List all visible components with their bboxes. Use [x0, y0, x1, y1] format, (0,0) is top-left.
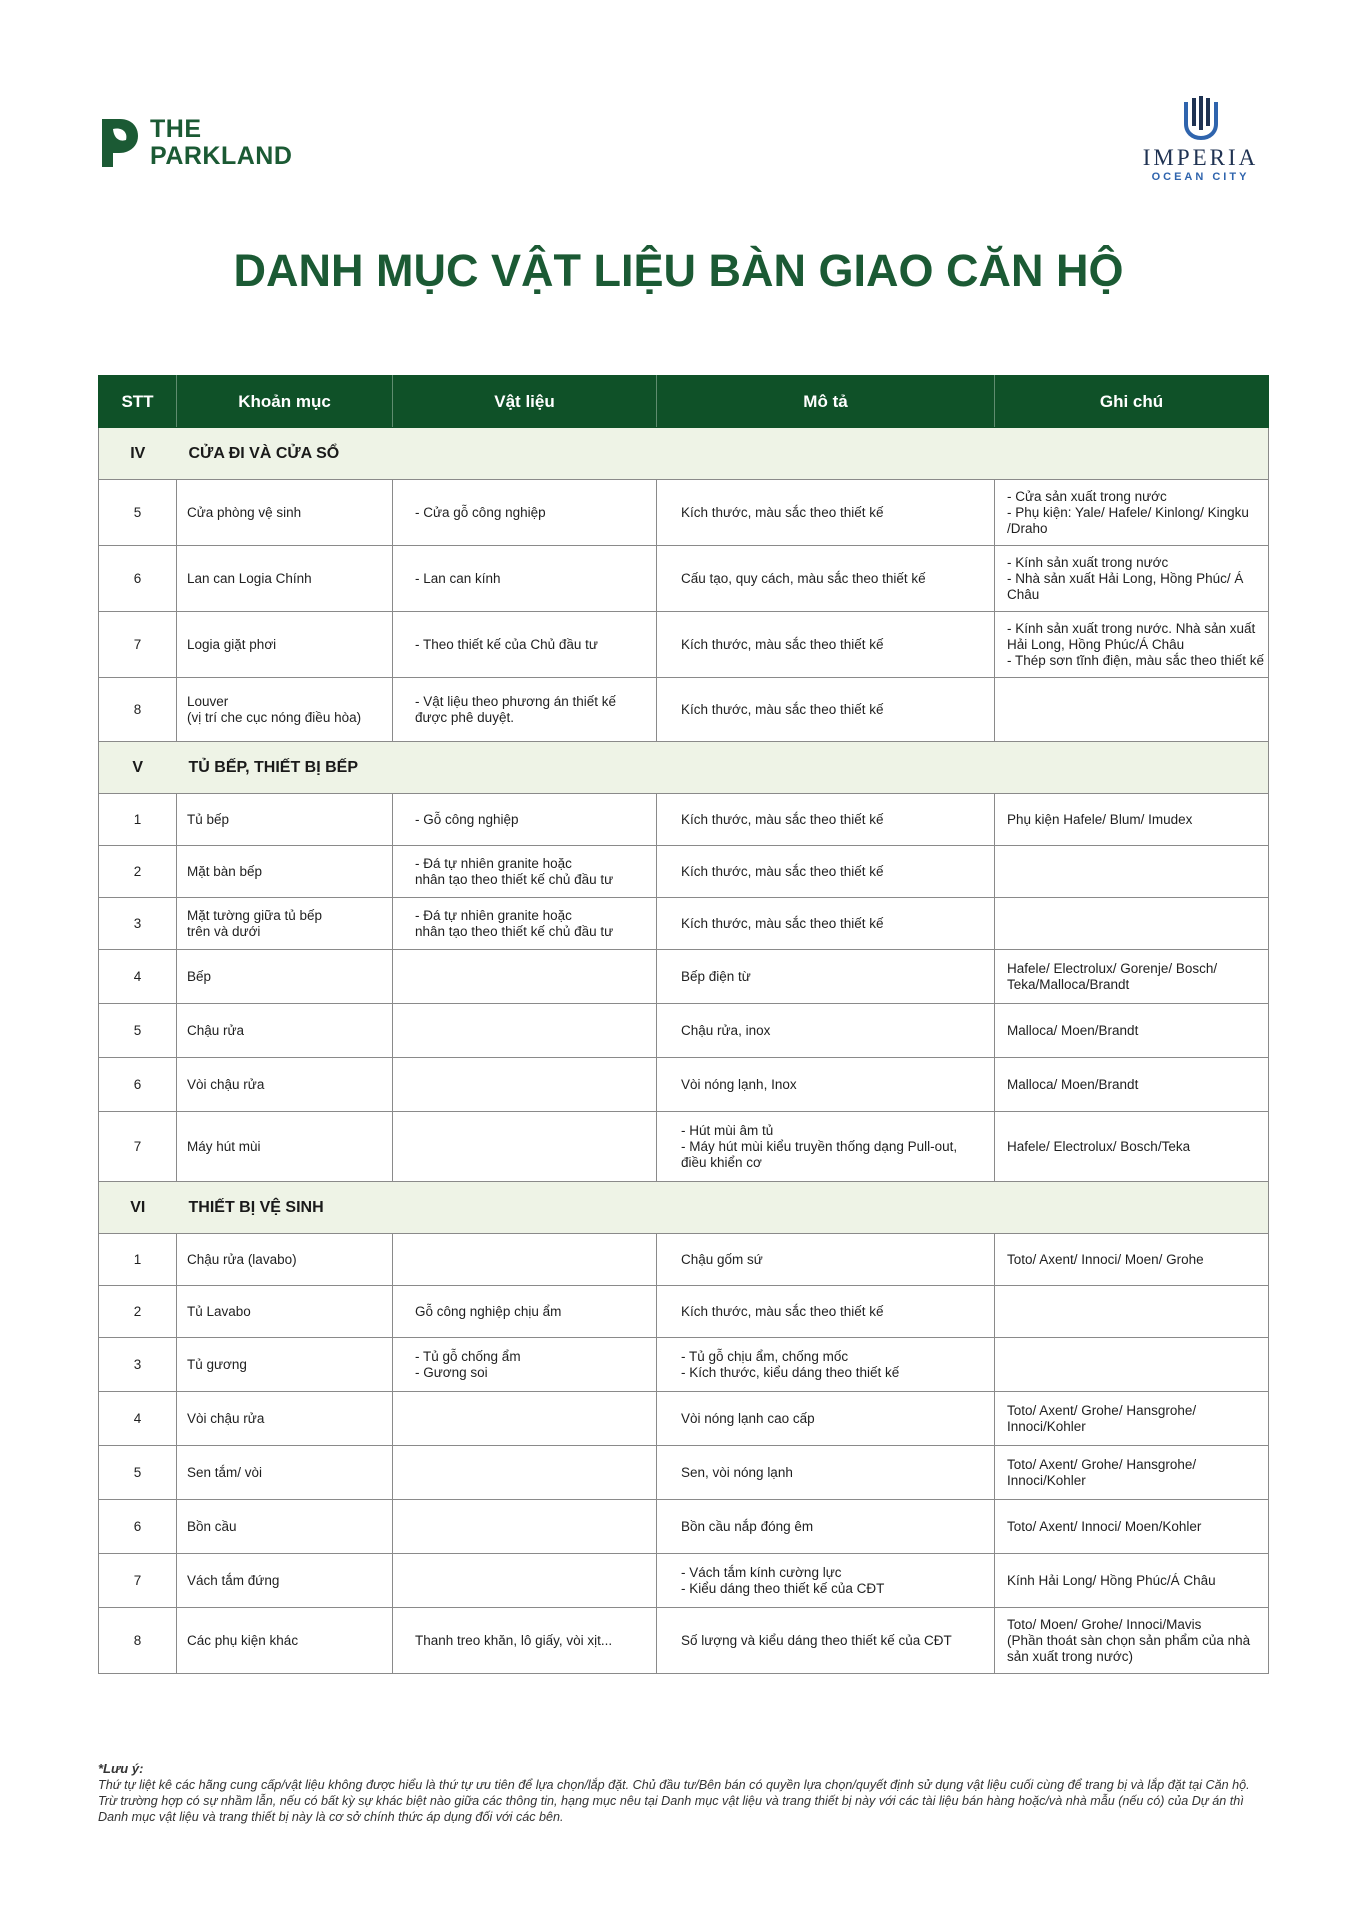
section-title: CỬA ĐI VÀ CỬA SỔ: [177, 428, 1269, 480]
section-number: IV: [99, 428, 177, 480]
imperia-emblem-icon: [1182, 96, 1220, 140]
table-row: [99, 1286, 1269, 1338]
note-cell: Hafele/ Electrolux/ Gorenje/ Bosch/ Teka/Malloca/Brandt: [995, 950, 1269, 1004]
description-cell: Kích thước, màu sắc theo thiết kế: [657, 612, 995, 678]
table-row: [99, 1608, 1269, 1674]
item-cell: Mặt tường giữa tủ bếp trên và dưới: [177, 898, 393, 950]
note-cell: Toto/ Moen/ Grohe/ Innoci/Mavis (Phần thoát sàn chọn sản phẩm của nhà sản xuất trong nước): [995, 1608, 1269, 1674]
header-stt: STT: [99, 376, 177, 428]
item-cell: Tủ gương: [177, 1338, 393, 1392]
materials-table: [98, 375, 1269, 1674]
stt-cell: 7: [99, 1554, 177, 1608]
table-header-row: [99, 376, 1269, 428]
description-cell: Vòi nóng lạnh cao cấp: [657, 1392, 995, 1446]
note-cell: Toto/ Axent/ Innoci/ Moen/ Grohe: [995, 1234, 1269, 1286]
note-cell: Kính Hải Long/ Hồng Phúc/Á Châu: [995, 1554, 1269, 1608]
material-cell: [393, 1004, 657, 1058]
table-row: [99, 612, 1269, 678]
footnote-label: *Lưu ý:: [98, 1761, 144, 1776]
description-cell: Kích thước, màu sắc theo thiết kế: [657, 480, 995, 546]
stt-cell: 8: [99, 1608, 177, 1674]
material-cell: [393, 1234, 657, 1286]
note-cell: Hafele/ Electrolux/ Bosch/Teka: [995, 1112, 1269, 1182]
material-cell: [393, 950, 657, 1004]
footnote: [98, 1761, 1268, 1825]
item-cell: Chậu rửa (lavabo): [177, 1234, 393, 1286]
note-cell: Malloca/ Moen/Brandt: [995, 1058, 1269, 1112]
imperia-subtitle: OCEAN CITY: [1151, 171, 1250, 183]
section-title: TỦ BẾP, THIẾT BỊ BẾP: [177, 742, 1269, 794]
material-cell: - Lan can kính: [393, 546, 657, 612]
page-title: DANH MỤC VẬT LIỆU BÀN GIAO CĂN HỘ: [233, 245, 1124, 296]
material-cell: [393, 1446, 657, 1500]
material-cell: [393, 1500, 657, 1554]
description-cell: Bồn cầu nắp đóng êm: [657, 1500, 995, 1554]
stt-cell: 7: [99, 612, 177, 678]
note-cell: [995, 1286, 1269, 1338]
note-cell: Phụ kiện Hafele/ Blum/ Imudex: [995, 794, 1269, 846]
header-note: Ghi chú: [995, 376, 1269, 428]
table-row: [99, 950, 1269, 1004]
table-row: [99, 480, 1269, 546]
description-cell: Kích thước, màu sắc theo thiết kế: [657, 678, 995, 742]
description-cell: Kích thước, màu sắc theo thiết kế: [657, 794, 995, 846]
item-cell: Sen tắm/ vòi: [177, 1446, 393, 1500]
table-row: [99, 794, 1269, 846]
stt-cell: 8: [99, 678, 177, 742]
table-row: [99, 546, 1269, 612]
table-row: [99, 1392, 1269, 1446]
table-row: [99, 846, 1269, 898]
stt-cell: 1: [99, 1234, 177, 1286]
item-cell: Tủ bếp: [177, 794, 393, 846]
item-cell: Tủ Lavabo: [177, 1286, 393, 1338]
material-cell: [393, 1392, 657, 1446]
item-cell: Các phụ kiện khác: [177, 1608, 393, 1674]
header-item: Khoản mục: [177, 376, 393, 428]
section-number: V: [99, 742, 177, 794]
description-cell: Kích thước, màu sắc theo thiết kế: [657, 1286, 995, 1338]
note-cell: Toto/ Axent/ Grohe/ Hansgrohe/ Innoci/Kohler: [995, 1392, 1269, 1446]
material-cell: - Tủ gỗ chống ẩm - Gương soi: [393, 1338, 657, 1392]
table-row: [99, 1112, 1269, 1182]
stt-cell: 6: [99, 1058, 177, 1112]
material-cell: - Vật liệu theo phương án thiết kế được phê duyệt.: [393, 678, 657, 742]
item-cell: Chậu rửa: [177, 1004, 393, 1058]
section-number: VI: [99, 1182, 177, 1234]
stt-cell: 7: [99, 1112, 177, 1182]
footnote-text: Thứ tự liệt kê các hãng cung cấp/vật liệu không được hiểu là thứ tự ưu tiên để lựa chọn/lắp đặt. Chủ đầu tư/Bên bán có quyền lựa chọn/quyết định sử dụng vật liệu cuối cùng để trang bị và lắp đặt tại Căn hộ. Trừ trường hợp có sự nhầm lẫn, nếu có bất kỳ sự khác biệt nào giữa các thông tin, hạng mục nêu tại Danh mục vật liệu và trang thiết bị này với các tài liệu bán hàng hoặc/và nhà mẫu (nếu có) của Dự án thì Danh mục vật liệu và trang thiết bị này là cơ sở chính thức áp dụng đối với các bên.: [98, 1778, 1250, 1824]
stt-cell: 4: [99, 950, 177, 1004]
description-cell: - Vách tắm kính cường lực - Kiểu dáng theo thiết kế của CĐT: [657, 1554, 995, 1608]
section-row: [99, 428, 1269, 480]
item-cell: Vòi chậu rửa: [177, 1058, 393, 1112]
description-cell: Chậu gốm sứ: [657, 1234, 995, 1286]
stt-cell: 6: [99, 1500, 177, 1554]
stt-cell: 3: [99, 1338, 177, 1392]
stt-cell: 6: [99, 546, 177, 612]
parkland-logo: [98, 112, 328, 174]
header-description: Mô tả: [657, 376, 995, 428]
description-cell: Vòi nóng lạnh, Inox: [657, 1058, 995, 1112]
table-row: [99, 1554, 1269, 1608]
item-cell: Mặt bàn bếp: [177, 846, 393, 898]
item-cell: Cửa phòng vệ sinh: [177, 480, 393, 546]
material-cell: - Cửa gỗ công nghiệp: [393, 480, 657, 546]
item-cell: Lan can Logia Chính: [177, 546, 393, 612]
note-cell: [995, 1338, 1269, 1392]
table-row: [99, 1234, 1269, 1286]
material-cell: [393, 1058, 657, 1112]
material-cell: Thanh treo khăn, lô giấy, vòi xịt...: [393, 1608, 657, 1674]
description-cell: Bếp điện từ: [657, 950, 995, 1004]
note-cell: Malloca/ Moen/Brandt: [995, 1004, 1269, 1058]
imperia-name: IMPERIA: [1142, 145, 1259, 170]
table-row: [99, 898, 1269, 950]
table-row: [99, 678, 1269, 742]
note-cell: - Kính sản xuất trong nước. Nhà sản xuất Hải Long, Hồng Phúc/Á Châu - Thép sơn tĩnh điện, màu sắc theo thiết kế: [995, 612, 1269, 678]
table-row: [99, 1004, 1269, 1058]
stt-cell: 5: [99, 480, 177, 546]
item-cell: Louver (vị trí che cục nóng điều hòa): [177, 678, 393, 742]
description-cell: Kích thước, màu sắc theo thiết kế: [657, 898, 995, 950]
note-cell: [995, 678, 1269, 742]
parkland-leaf-icon: [98, 115, 140, 171]
description-cell: Sen, vòi nóng lạnh: [657, 1446, 995, 1500]
description-cell: - Hút mùi âm tủ - Máy hút mùi kiểu truyền thống dạng Pull-out, điều khiển cơ: [657, 1112, 995, 1182]
note-cell: [995, 898, 1269, 950]
description-cell: Kích thước, màu sắc theo thiết kế: [657, 846, 995, 898]
note-cell: Toto/ Axent/ Grohe/ Hansgrohe/ Innoci/Kohler: [995, 1446, 1269, 1500]
description-cell: Chậu rửa, inox: [657, 1004, 995, 1058]
note-cell: - Kính sản xuất trong nước - Nhà sản xuất Hải Long, Hồng Phúc/ Á Châu: [995, 546, 1269, 612]
item-cell: Vòi chậu rửa: [177, 1392, 393, 1446]
material-cell: [393, 1112, 657, 1182]
stt-cell: 2: [99, 1286, 177, 1338]
table-row: [99, 1338, 1269, 1392]
header-material: Vật liệu: [393, 376, 657, 428]
table-body: [99, 428, 1269, 1674]
stt-cell: 5: [99, 1446, 177, 1500]
stt-cell: 5: [99, 1004, 177, 1058]
table-row: [99, 1500, 1269, 1554]
section-row: [99, 742, 1269, 794]
imperia-logo: [1128, 96, 1273, 191]
note-cell: Toto/ Axent/ Innoci/ Moen/Kohler: [995, 1500, 1269, 1554]
table-row: [99, 1058, 1269, 1112]
item-cell: Bồn cầu: [177, 1500, 393, 1554]
item-cell: Logia giặt phơi: [177, 612, 393, 678]
material-cell: - Đá tự nhiên granite hoặc nhân tạo theo thiết kế chủ đầu tư: [393, 898, 657, 950]
stt-cell: 3: [99, 898, 177, 950]
description-cell: - Tủ gỗ chịu ẩm, chống mốc - Kích thước, kiểu dáng theo thiết kế: [657, 1338, 995, 1392]
note-cell: - Cửa sản xuất trong nước - Phụ kiện: Yale/ Hafele/ Kinlong/ Kingku /Draho: [995, 480, 1269, 546]
item-cell: Bếp: [177, 950, 393, 1004]
item-cell: Máy hút mùi: [177, 1112, 393, 1182]
material-cell: Gỗ công nghiệp chịu ẩm: [393, 1286, 657, 1338]
material-cell: - Theo thiết kế của Chủ đầu tư: [393, 612, 657, 678]
note-cell: [995, 846, 1269, 898]
stt-cell: 1: [99, 794, 177, 846]
description-cell: Cấu tạo, quy cách, màu sắc theo thiết kế: [657, 546, 995, 612]
stt-cell: 2: [99, 846, 177, 898]
description-cell: Số lượng và kiểu dáng theo thiết kế của CĐT: [657, 1608, 995, 1674]
parkland-line2: PARKLAND: [150, 142, 293, 170]
material-cell: - Đá tự nhiên granite hoặc nhân tạo theo thiết kế chủ đầu tư: [393, 846, 657, 898]
parkland-wordmark: [150, 116, 292, 170]
stt-cell: 4: [99, 1392, 177, 1446]
material-cell: - Gỗ công nghiệp: [393, 794, 657, 846]
parkland-line1: THE: [150, 115, 202, 143]
material-cell: [393, 1554, 657, 1608]
item-cell: Vách tắm đứng: [177, 1554, 393, 1608]
section-row: [99, 1182, 1269, 1234]
section-title: THIẾT BỊ VỆ SINH: [177, 1182, 1269, 1234]
table-row: [99, 1446, 1269, 1500]
